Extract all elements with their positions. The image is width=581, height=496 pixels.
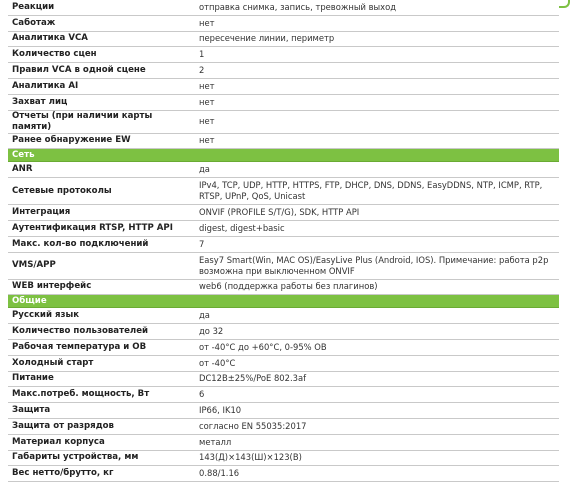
spec-label: Защита от разрядов — [8, 418, 195, 434]
spec-label: Саботаж — [8, 15, 195, 31]
table-row — [8, 47, 559, 63]
table-row — [8, 355, 559, 371]
spec-value: пересечение линии, периметр — [195, 31, 559, 47]
spec-value: нет — [195, 94, 559, 110]
table-row — [8, 78, 559, 94]
spec-value: от -40°C — [195, 355, 559, 371]
spec-value: металл — [195, 434, 559, 450]
spec-label: VMS/APP — [8, 252, 195, 279]
spec-value: до 32 — [195, 324, 559, 340]
spec-label: Материал корпуса — [8, 434, 195, 450]
spec-value: 2 — [195, 63, 559, 79]
table-row — [8, 133, 559, 149]
table-row — [8, 324, 559, 340]
table-row — [8, 466, 559, 482]
spec-label: Количество пользователей — [8, 324, 195, 340]
spec-value: 6 — [195, 387, 559, 403]
spec-label: Холодный старт — [8, 355, 195, 371]
spec-value: отправка снимка, запись, тревожный выход — [195, 0, 559, 15]
spec-label: WEB интерфейс — [8, 279, 195, 295]
spec-label: Сетевые протоколы — [8, 178, 195, 205]
spec-value: 1 — [195, 47, 559, 63]
spec-value: DC12В±25%/PoE 802.3af — [195, 371, 559, 387]
corner-mark — [559, 0, 570, 8]
table-row — [8, 279, 559, 295]
table-row — [8, 162, 559, 178]
spec-label: Аналитика AI — [8, 78, 195, 94]
spec-value: web6 (поддержка работы без плагинов) — [195, 279, 559, 295]
spec-label: Аналитика VCA — [8, 31, 195, 47]
table-row — [8, 220, 559, 236]
spec-label: Интеграция — [8, 205, 195, 221]
spec-value: да — [195, 162, 559, 178]
spec-label: Отчеты (при наличии карты памяти) — [8, 110, 195, 133]
section-header-general — [8, 295, 559, 308]
table-row — [8, 236, 559, 252]
spec-value: согласно EN 55035:2017 — [195, 418, 559, 434]
spec-value: нет — [195, 15, 559, 31]
table-row — [8, 450, 559, 466]
spec-value: нет — [195, 133, 559, 149]
table-row — [8, 31, 559, 47]
table-row — [8, 63, 559, 79]
spec-label: Аутентификация RTSP, HTTP API — [8, 220, 195, 236]
spec-value: IPv4, TCP, UDP, HTTP, HTTPS, FTP, DHCP, DNS, DDNS, EasyDDNS, NTP, ICMP, RTP, RTSP, UPnP, QoS, Unicast — [195, 178, 559, 205]
spec-label: Ранее обнаружение EW — [8, 133, 195, 149]
table-row — [8, 110, 559, 133]
spec-label: Макс.потреб. мощность, Вт — [8, 387, 195, 403]
section-header-network — [8, 149, 559, 162]
section-title: Общие — [8, 295, 559, 308]
spec-value: IP66, IK10 — [195, 403, 559, 419]
spec-value: да — [195, 308, 559, 324]
spec-value: Easy7 Smart(Win, MAC OS)/EasyLive Plus (Android, IOS). Примечание: работа p2p возможна при выключенном ONVIF — [195, 252, 559, 279]
spec-value: 7 — [195, 236, 559, 252]
spec-label: Русский язык — [8, 308, 195, 324]
spec-label: Габариты устройства, мм — [8, 450, 195, 466]
table-row — [8, 434, 559, 450]
section-title: Сеть — [8, 149, 559, 162]
table-row — [8, 339, 559, 355]
spec-label: ANR — [8, 162, 195, 178]
spec-label: Реакции — [8, 0, 195, 15]
table-row — [8, 387, 559, 403]
spec-value: ONVIF (PROFILE S/T/G), SDK, HTTP API — [195, 205, 559, 221]
spec-label: Питание — [8, 371, 195, 387]
table-row — [8, 94, 559, 110]
table-row — [8, 205, 559, 221]
spec-value: 0.88/1.16 — [195, 466, 559, 482]
spec-value: 143(Д)×143(Ш)×123(В) — [195, 450, 559, 466]
table-row — [8, 418, 559, 434]
table-row — [8, 0, 559, 15]
table-row — [8, 178, 559, 205]
spec-label: Вес нетто/брутто, кг — [8, 466, 195, 482]
spec-value: digest, digest+basic — [195, 220, 559, 236]
spec-table — [8, 0, 559, 482]
table-row — [8, 15, 559, 31]
spec-label: Количество сцен — [8, 47, 195, 63]
table-row — [8, 371, 559, 387]
spec-value: нет — [195, 78, 559, 94]
table-row — [8, 308, 559, 324]
table-row — [8, 252, 559, 279]
spec-label: Макс. кол-во подключений — [8, 236, 195, 252]
spec-value: нет — [195, 110, 559, 133]
table-row — [8, 403, 559, 419]
spec-label: Правил VCA в одной сцене — [8, 63, 195, 79]
spec-label: Защита — [8, 403, 195, 419]
spec-label: Рабочая температура и ОВ — [8, 339, 195, 355]
spec-label: Захват лиц — [8, 94, 195, 110]
spec-value: от -40°C до +60°C, 0-95% ОВ — [195, 339, 559, 355]
